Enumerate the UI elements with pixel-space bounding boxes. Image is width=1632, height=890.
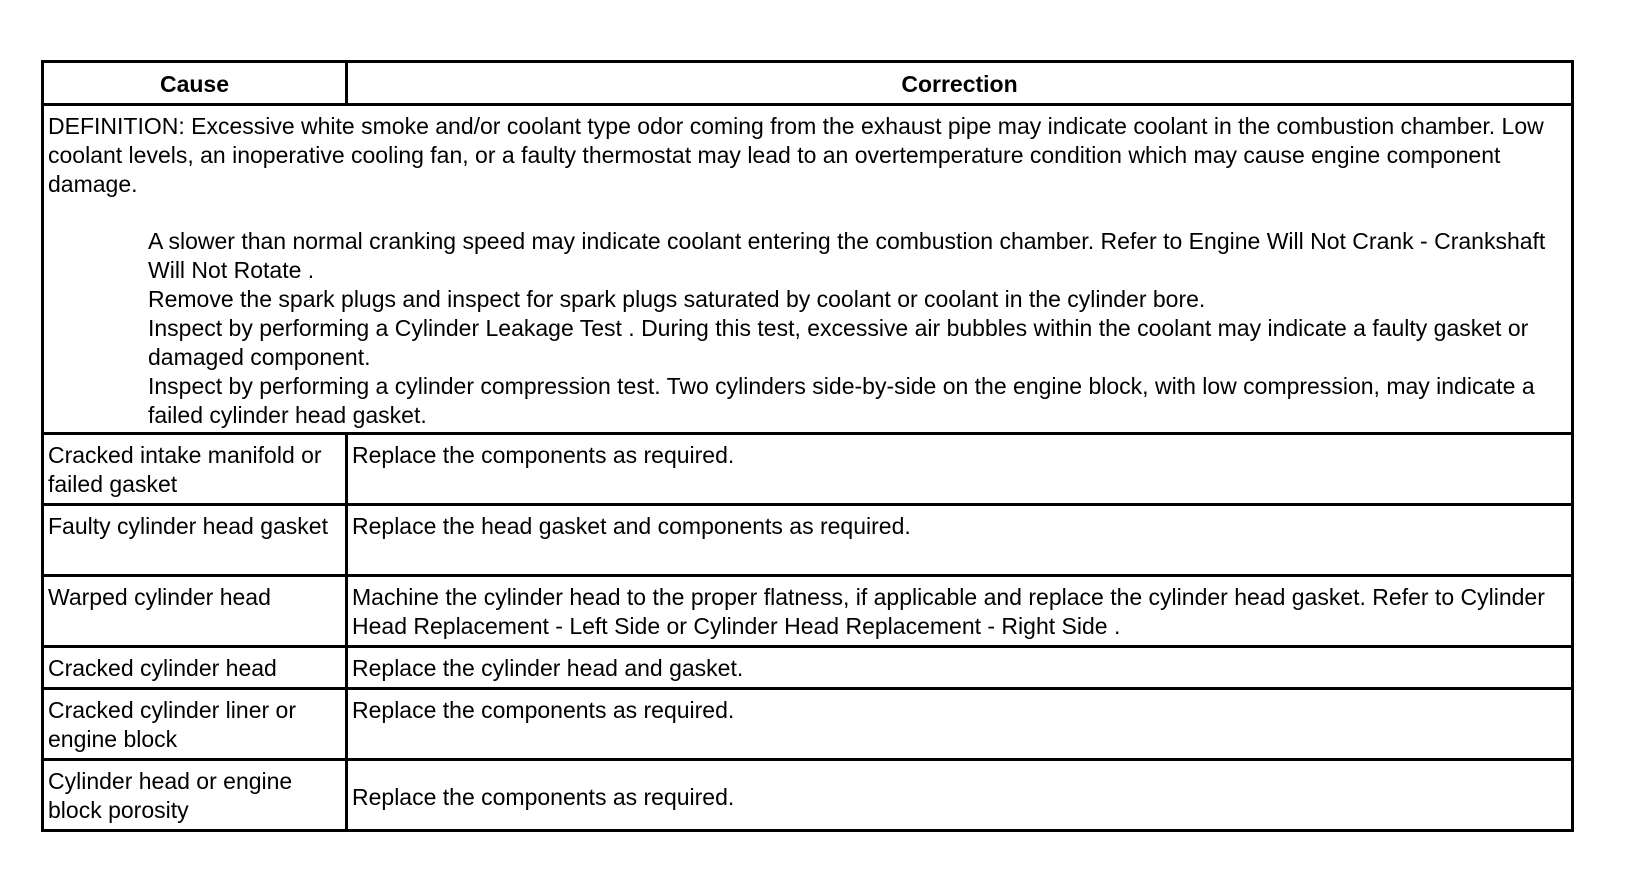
diagnostic-step: Inspect by performing a Cylinder Leakage Test . During this test, excessive air bubbles within the coolant may indicate a faulty gasket or damaged component. bbox=[148, 315, 1529, 370]
header-row bbox=[43, 62, 1573, 105]
cause-cell: Faulty cylinder head gasket bbox=[43, 505, 347, 576]
definition-cell bbox=[43, 105, 1573, 434]
table-row bbox=[43, 434, 1573, 505]
correction-cell: Replace the cylinder head and gasket. bbox=[347, 647, 1573, 689]
cause-cell: Cylinder head or engine block porosity bbox=[43, 760, 347, 831]
diagnostic-table bbox=[41, 60, 1574, 832]
cause-column-header: Cause bbox=[43, 62, 347, 105]
correction-cell: Replace the components as required. bbox=[347, 434, 1573, 505]
cause-cell: Warped cylinder head bbox=[43, 576, 347, 647]
definition-text: DEFINITION: Excessive white smoke and/or coolant type odor coming from the exhaust pipe may indicate coolant in the combustion chamber. Low coolant levels, an inoperative cooling fan, or a faulty thermostat may lead to an overtemperature condition which may cause engine component damage. bbox=[48, 113, 1544, 197]
correction-column-header: Correction bbox=[347, 62, 1573, 105]
definition-row bbox=[43, 105, 1573, 434]
diagnostic-step: A slower than normal cranking speed may indicate coolant entering the combustion chamber. Refer to Engine Will Not Crank - Crankshaft Will Not Rotate . bbox=[148, 228, 1546, 283]
table-row bbox=[43, 576, 1573, 647]
diagnostic-steps-list bbox=[48, 227, 1567, 430]
table-row bbox=[43, 760, 1573, 831]
table-row bbox=[43, 505, 1573, 576]
table-row bbox=[43, 647, 1573, 689]
table-row bbox=[43, 689, 1573, 760]
correction-cell: Replace the head gasket and components as required. bbox=[347, 505, 1573, 576]
correction-cell: Replace the components as required. bbox=[347, 689, 1573, 760]
cause-cell: Cracked intake manifold or failed gasket bbox=[43, 434, 347, 505]
cause-cell: Cracked cylinder liner or engine block bbox=[43, 689, 347, 760]
correction-cell: Machine the cylinder head to the proper flatness, if applicable and replace the cylinder head gasket. Refer to Cylinder Head Replacement - Left Side or Cylinder Head Replacement - Right Side . bbox=[347, 576, 1573, 647]
diagnostic-step: Remove the spark plugs and inspect for spark plugs saturated by coolant or coolant in the cylinder bore. bbox=[148, 286, 1206, 312]
diagnostic-step: Inspect by performing a cylinder compression test. Two cylinders side-by-side on the engine block, with low compression, may indicate a failed cylinder head gasket. bbox=[148, 373, 1535, 428]
cause-cell: Cracked cylinder head bbox=[43, 647, 347, 689]
correction-cell: Replace the components as required. bbox=[347, 760, 1573, 831]
